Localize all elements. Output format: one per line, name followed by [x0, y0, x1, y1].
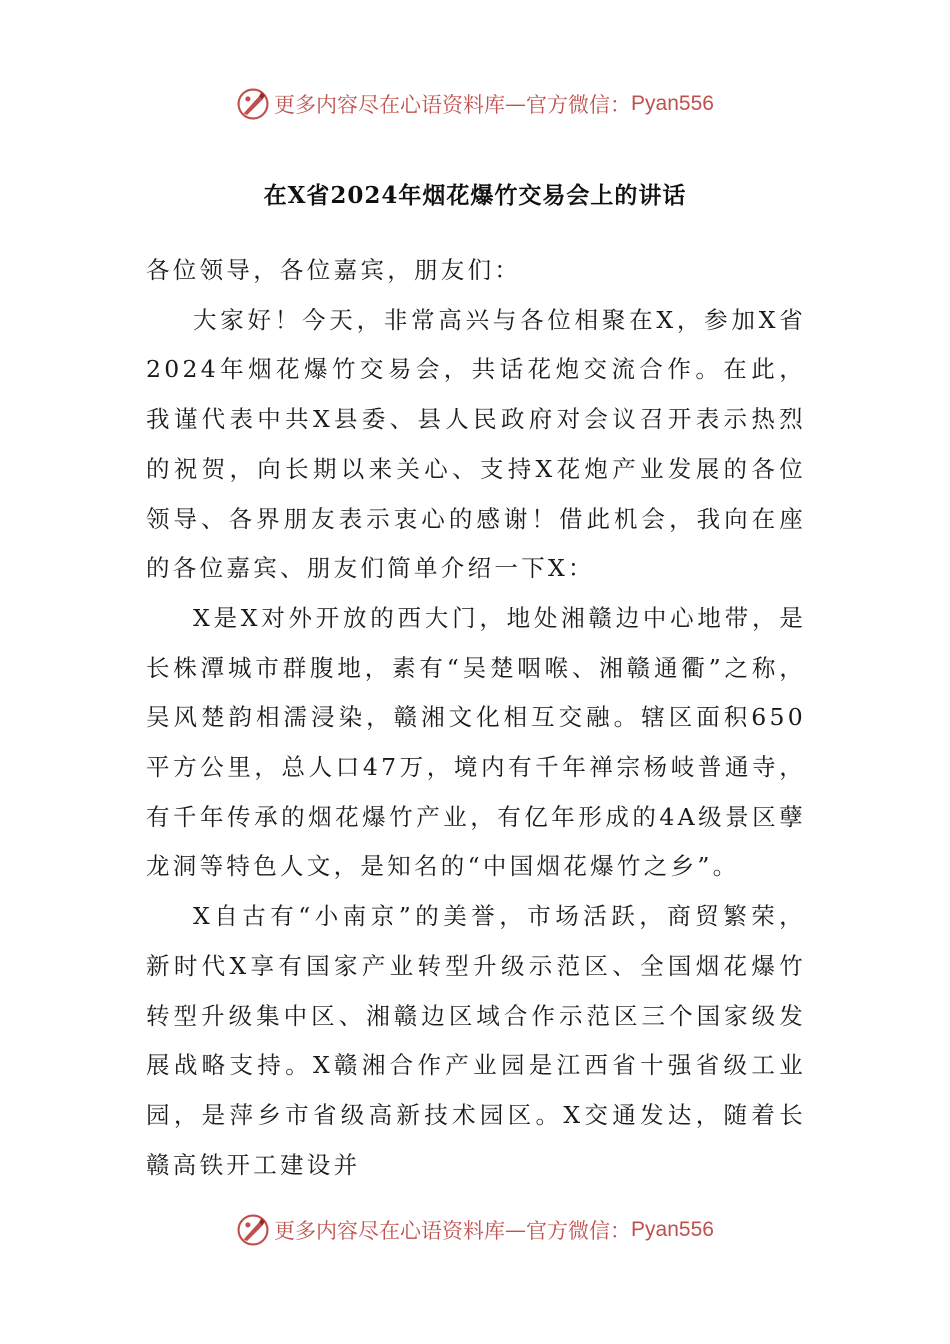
banner-wechat-id: Pyan556 [631, 1218, 714, 1241]
banner-text: 更多内容尽在心语资料库 [274, 93, 506, 117]
banner-dash: — [505, 1218, 527, 1242]
header-watermark-banner [0, 84, 950, 124]
paragraph: 大家好！今天，非常高兴与各位相聚在X，参加X省2024年烟花爆竹交易会，共话花炮交流合作。在此，我谨代表中共X县委、县人民政府对会议召开表示热烈的祝贺，向长期以来关心、支持X花炮产业发展的各位领导、各界朋友表示衷心的感谢！借此机会，我向在座的各位嘉宾、朋友们简单介绍一下X： [146, 305, 806, 583]
banner-label: 官方微信： [526, 93, 632, 117]
banner-label: 官方微信： [526, 1219, 632, 1243]
pen-logo-icon [236, 1213, 270, 1247]
pen-logo-icon [236, 87, 270, 121]
paragraph: X是X对外开放的西大门，地处湘赣边中心地带，是长株潭城市群腹地，素有“吴楚咽喉、湘赣通衢”之称，吴风楚韵相濡浸染，赣湘文化相互交融。辖区面积650平方公里，总人口47万，境内有千年禅宗杨岐普通寺，有千年传承的烟花爆竹产业，有亿年形成的4A级景区孽龙洞等特色人文，是知名的“中国烟花爆竹之乡”。 [146, 603, 806, 881]
banner-dash: — [505, 92, 527, 116]
paragraph: X自古有“小南京”的美誉，市场活跃，商贸繁荣，新时代X享有国家产业转型升级示范区、全国烟花爆竹转型升级集中区、湘赣边区域合作示范区三个国家级发展战略支持。X赣湘合作产业园是江西省十强省级工业园，是萍乡市省级高新技术园区。X交通发达，随着长赣高铁开工建设并 [146, 902, 806, 1179]
salutation: 各位领导，各位嘉宾，朋友们： [146, 256, 522, 284]
banner-wechat-id: Pyan556 [631, 92, 714, 115]
document-body [146, 246, 806, 1190]
banner-text: 更多内容尽在心语资料库 [274, 1219, 506, 1243]
footer-watermark-banner [0, 1210, 950, 1250]
document-title: 在X省2024年烟花爆竹交易会上的讲话 [263, 182, 687, 209]
